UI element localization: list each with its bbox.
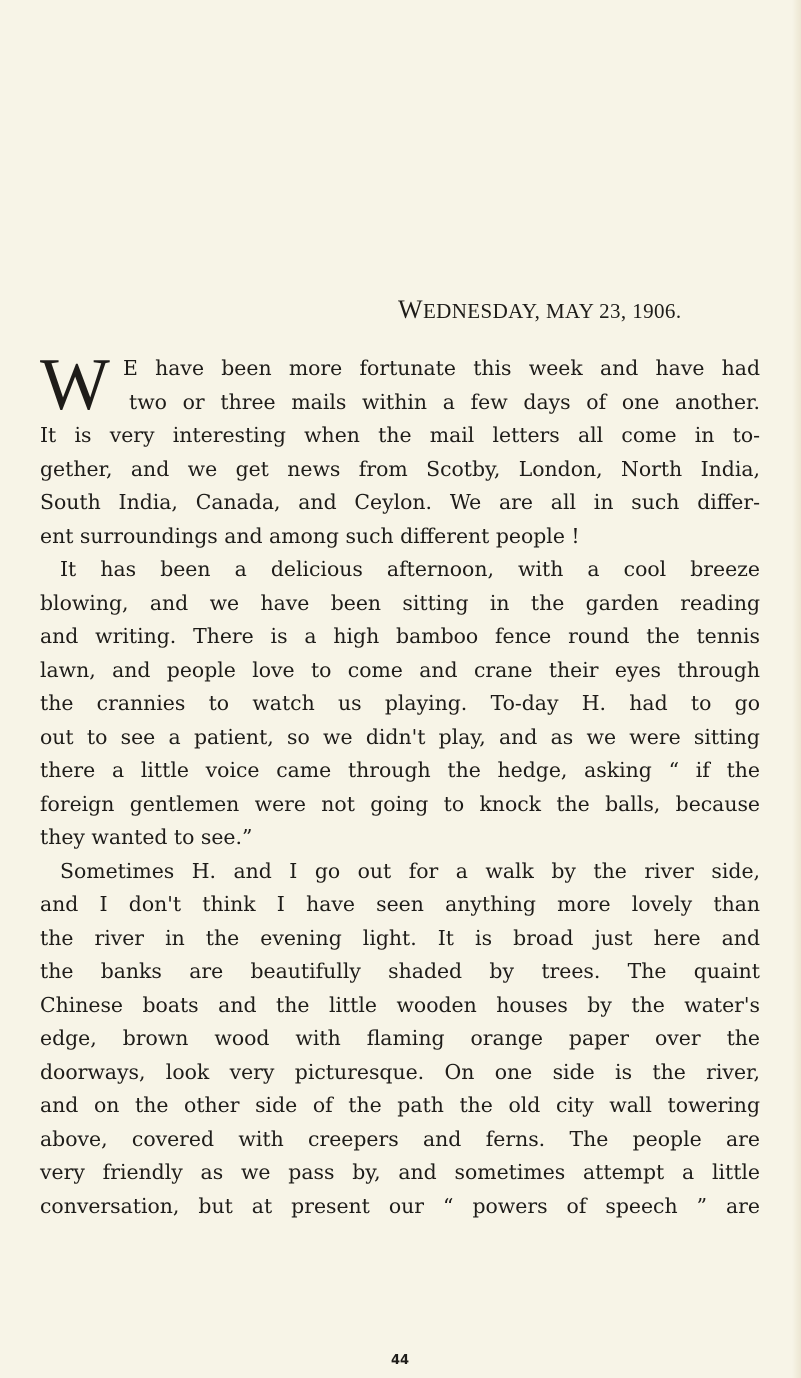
text-line: conversation, but at present our “ powers of speech ” are: [40, 1193, 760, 1218]
text-line: doorways, look very picturesque. On one side is the river,: [40, 1059, 760, 1084]
text-line: and I don't think I have seen anything more lovely than: [40, 892, 760, 916]
text-line: there a little voice came through the hedge, asking “ if the: [40, 758, 760, 782]
text-line: two or three mails within a few days of one another.: [129, 389, 760, 414]
text-line: lawn, and people love to come and crane their eyes through: [40, 657, 760, 682]
text-line: It has been a delicious afternoon, with a cool breeze: [60, 557, 760, 581]
text-line: foreign gentlemen were not going to knock the balls, because: [40, 791, 760, 816]
text-line: out to see a patient, so we didn't play, and as we were sitting: [40, 724, 760, 749]
page-edge-shadow: [792, 0, 801, 1378]
text-line: gether, and we get news from Scotby, London, North India,: [40, 456, 760, 481]
text-line: and writing. There is a high bamboo fence round the tennis: [40, 624, 760, 648]
text-line: they wanted to see.”: [40, 825, 253, 849]
text-line: the banks are beautifully shaded by trees. The quaint: [40, 959, 760, 983]
heading-initial: W: [398, 295, 423, 324]
text-line: Sometimes H. and I go out for a walk by the river side,: [60, 858, 760, 883]
opening-lines: [40, 344, 760, 426]
text-line: edge, brown wood with flaming orange paper over the: [40, 1026, 760, 1050]
text-line: blowing, and we have been sitting in the garden reading: [40, 590, 760, 615]
text-line: the river in the evening light. It is broad just here and: [40, 925, 760, 950]
text-line: above, covered with creepers and ferns. The people are: [40, 1126, 760, 1151]
text-line: It is very interesting when the mail letters all come in to-: [40, 423, 760, 447]
drop-cap: W: [40, 344, 108, 426]
text-line: the crannies to watch us playing. To-day H. had to go: [40, 691, 760, 715]
heading-text: EDNESDAY, MAY 23, 1906.: [422, 299, 682, 323]
text-line: South India, Canada, and Ceylon. We are all in such differ-: [40, 490, 760, 514]
page-number: 44: [390, 1353, 410, 1368]
text-line: very friendly as we pass by, and sometimes attempt a little: [40, 1160, 760, 1184]
text-line: and on the other side of the path the old city wall towering: [40, 1093, 760, 1117]
body-text: [40, 344, 760, 1223]
text-line: E have been more fortunate this week and have had: [123, 356, 760, 380]
text-line: ent surroundings and among such different people !: [40, 523, 580, 548]
text-line: Chinese boats and the little wooden houses by the water's: [40, 992, 760, 1017]
date-heading: [398, 290, 778, 331]
